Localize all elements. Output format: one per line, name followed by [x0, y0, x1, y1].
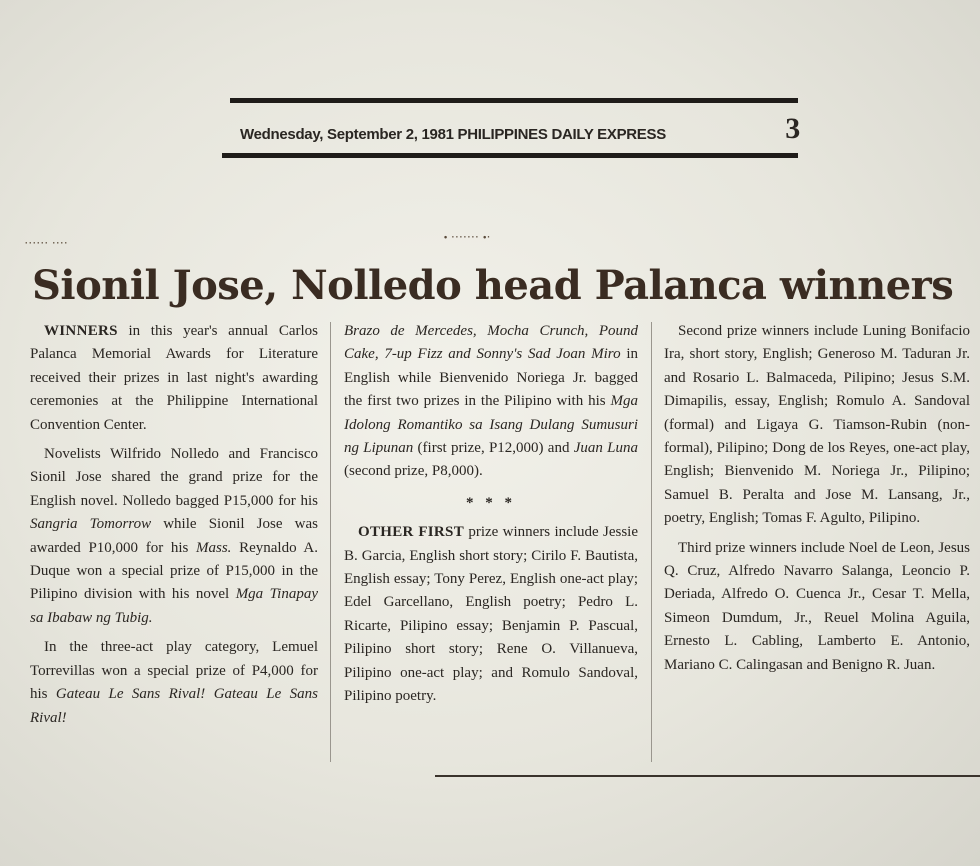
- work-title: Gateau Le Sans Rival! Gateau Le Sans Rival!: [30, 686, 318, 726]
- work-title: Mga Tinapay sa Ibabaw ng Tubig.: [30, 586, 318, 626]
- article-column-3: [664, 320, 970, 677]
- masthead-top-rule: [230, 98, 798, 103]
- paragraph: Brazo de Mercedes, Mocha Crunch, Pound Cake, 7-up Fizz and Sonny's Sad Joan Miro in English while Bienvenido Noriega Jr. bagged the first two prizes in the Pilipino with his Mga Idolong Romantiko sa Isang Dulang Sumusuri ng Lipunan (first prize, P12,000) and Juan Luna (second prize, P8,000).: [344, 323, 639, 480]
- paragraph: WINNERS in this year's annual Carlos Palanca Memorial Awards for Literature received their prizes in last night's awarding ceremonies at the Philippine International Convention Center.: [30, 323, 318, 433]
- masthead-dateline: Wednesday, September 2, 1981 PHILIPPINES DAILY EXPRESS: [240, 126, 666, 143]
- paragraph: Third prize winners include Noel de Leon, Jesus Q. Cruz, Alfredo Navarro Salanga, Leoncio P. Deriada, Alfredo O. Cuenca Jr., Cesar T. Mella, Simeon Dumdum, Jr., Reuel Molina Aguila, Ernesto L. Cabling, Lamberto E. Antonio, Mariano C. Calingasan and Benigno R. Juan.: [664, 539, 970, 673]
- lead-in: WINNERS: [44, 323, 118, 339]
- paragraph: In the three-act play category, Lemuel Torrevillas won a special prize of P4,000 for his Gateau Le Sans Rival! Gateau Le Sans Rival!: [30, 639, 318, 726]
- masthead: [240, 112, 800, 150]
- work-title: Mass.: [196, 539, 232, 556]
- section-separator: * * *: [466, 494, 516, 511]
- masthead-bottom-rule: [222, 153, 798, 158]
- work-title: Juan Luna: [573, 440, 638, 457]
- work-title: Sangria Tomorrow: [30, 516, 152, 533]
- work-title: Brazo de Mercedes, Mocha Crunch, Pound Cake, 7-up Fizz and Sonny's Sad Joan Miro: [344, 323, 638, 363]
- column-divider: [330, 322, 331, 762]
- article-column-2: [344, 320, 638, 709]
- article-foot-rule: [435, 775, 980, 777]
- paragraph: Second prize winners include Luning Bonifacio Ira, short story, English; Generoso M. Taduran Jr. and Rosario L. Balmaceda, Pilipino; Jesus S.M. Dimapilis, essay, English; Romulo A. Sandoval (formal) and Ligaya G. Tiamson-Rubin (non-formal), Pilipino; Dong de los Reyes, one-act play, English; Bienvenido M. Noriega Jr., Pilipino; Samuel B. Peralta and Jose M. Lansang, Jr., poetry, English; Tomas F. Agulto, Pilipino.: [664, 323, 970, 527]
- paragraph: OTHER FIRST prize winners include Jessie B. Garcia, English short story; Cirilo F. Bautista, English essay; Tony Perez, English one-act play; Edel Garcellano, English poetry; Pedro L. Ricarte, Pilipino essay; Benjamin P. Pascual, Pilipino short story; Rene O. Villanueva, Pilipino one-act play; and Romulo Sandoval, Pilipino poetry.: [344, 524, 638, 705]
- paragraph: Novelists Wilfrido Nolledo and Francisco Sionil Jose shared the grand prize for the English novel. Nolledo bagged P15,000 for his Sangria Tomorrow while Sionil Jose was awarded P10,000 for his Mass. Reynaldo A. Duque won a special prize of P15,000 in the Pilipino division with his novel Mga Tinapay sa Ibabaw ng Tubig.: [30, 446, 318, 626]
- work-title: Mga Idolong Romantiko sa Isang Dulang Sumusuri ng Lipunan: [344, 393, 638, 457]
- jump-mark-left: ······ ····: [25, 238, 69, 248]
- jump-mark-middle: • ······· •·: [444, 232, 492, 242]
- article-column-1: [30, 320, 318, 730]
- article-headline: Sionil Jose, Nolledo head Palanca winners: [32, 262, 954, 309]
- column-divider: [651, 322, 652, 762]
- page-number: 3: [785, 112, 800, 145]
- lead-in: OTHER FIRST: [358, 524, 464, 541]
